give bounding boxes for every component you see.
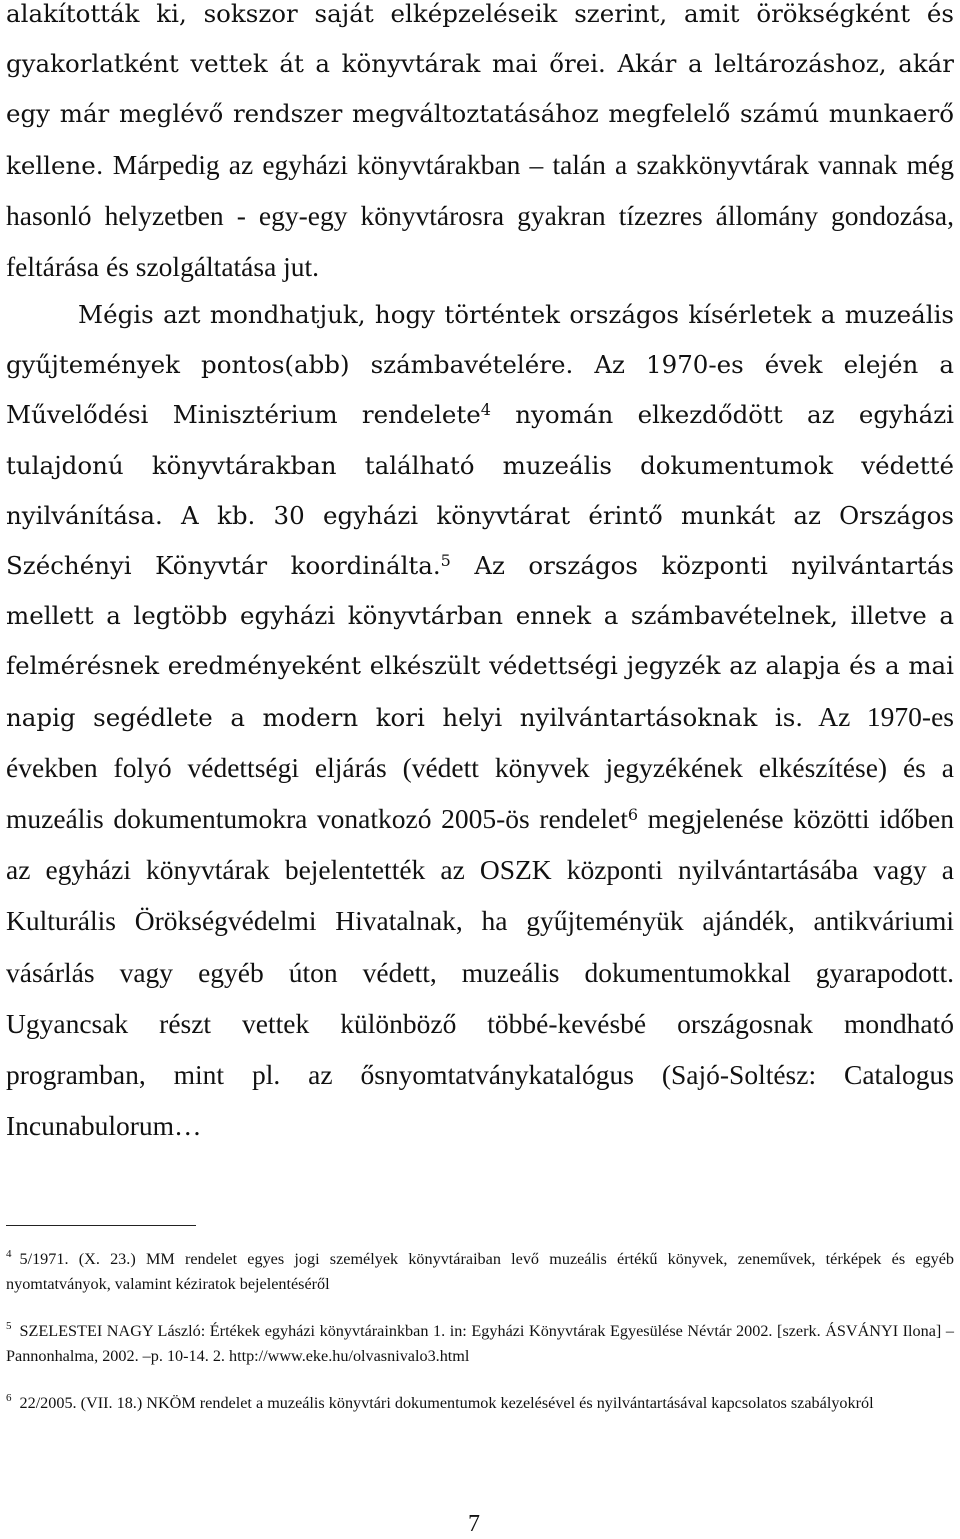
page-number: 7 <box>468 1511 480 1537</box>
paragraph-2-segment-3: Az országos központi nyilvántartás mellett a legtöbb egyházi könyvtárban ennek a számbavételnek, illetve a felmérésnek eredményeként elkészült védettségi jegyzék az alapja és a mai napig segédlete a modern kori helyi nyilvántartásoknak is. <box>6 551 954 732</box>
footnote-4-text: 5/1971. (X. 23.) MM rendelet egyes jogi személyek könyvtáraiban levő muzeális értékű könyvek, zeneművek, térképek és egyéb nyomtatványok, valamint kéziratok bejelentéséről <box>6 1250 954 1293</box>
footnote-4 <box>6 1247 954 1297</box>
footnote-5 <box>6 1319 954 1369</box>
footnote-ref-6[interactable]: 6 <box>627 805 639 825</box>
footnote-ref-4[interactable]: 4 <box>480 400 491 420</box>
paragraph-1-segment-2: Márpedig az egyházi könyvtárakban – talán a szakkönyvtárak vannak még hasonló helyzetben - egy-egy könyvtárosra gyakran tízezres állomány gondozása, feltárása és szolgáltatása jut. <box>6 148 954 283</box>
body-paragraph-1 <box>6 0 954 293</box>
footnote-6 <box>6 1391 954 1416</box>
footnote-6-mark: 6 <box>6 1392 12 1404</box>
paragraph-2-segment-5: megjelenése közötti időben az egyházi könyvtárak bejelentették az OSZK központi nyilvántartásába vagy a Kulturális Örökségvédelmi Hivatalnak, ha gyűjteményük ajándék, antikváriumi vásárlás vagy egyéb úton védett, muzeális dokumentumokkal gyarapodott. Ugyancsak részt vettek különböző többé-kevésbé országosnak mondható programban, mint pl. az ősnyomtatványkatalógus (Sajó-Soltész: Catalogus Incunabulorum… <box>6 803 954 1142</box>
body-paragraph-2 <box>6 290 954 1152</box>
document-page <box>6 0 954 1537</box>
paragraph-1-segment-1: alakították ki, sokszor saját elképzeléseik szerint, amit örökségként és gyakorlatként vettek át a könyvtárak mai őrei. Akár a leltározáshoz, akár egy már meglévő rendszer megváltoztatásához megfelelő számú munkaerő kellene. <box>6 0 954 180</box>
footnote-5-text: SZELESTEI NAGY László: Értékek egyházi könyvtárainkban 1. in: Egyházi Könyvtárak Egyesülése Névtár 2002. [szerk. ÁSVÁNYI Ilona] – Pannonhalma, 2002. –p. 10-14. 2. http://www.eke.hu/olvasnivalo3.html <box>6 1322 954 1365</box>
footnote-ref-5[interactable]: 5 <box>440 551 451 571</box>
paragraph-2-segment-2: nyomán elkezdődött az egyházi tulajdonú könyvtárakban található muzeális dokumentumok védetté nyilvánítása. A kb. 30 egyházi könyvtárat érintő munkát az Országos Széchényi Könyvtár koordinálta. <box>6 400 955 581</box>
footnote-6-text: 22/2005. (VII. 18.) NKÖM rendelet a muzeális könyvtári dokumentumok kezelésével és nyilvántartásával kapcsolatos szabályokról <box>19 1394 874 1412</box>
footnote-4-mark: 4 <box>6 1248 12 1260</box>
footnote-5-mark: 5 <box>6 1320 12 1332</box>
paragraph-2-segment-4: Az 1970-es években folyó védettségi eljárás (védett könyvek jegyzékének elkészítése) és a muzeális dokumentumokra vonatkozó 2005-ös rendelet <box>6 700 954 835</box>
paragraph-2-segment-1: Mégis azt mondhatjuk, hogy történtek országos kísérletek a muzeális gyűjtemények pontos(abb) számbavételére. Az 1970-es évek elején a Művelődési Minisztérium rendelete <box>6 300 954 430</box>
footnote-separator <box>6 1225 196 1226</box>
